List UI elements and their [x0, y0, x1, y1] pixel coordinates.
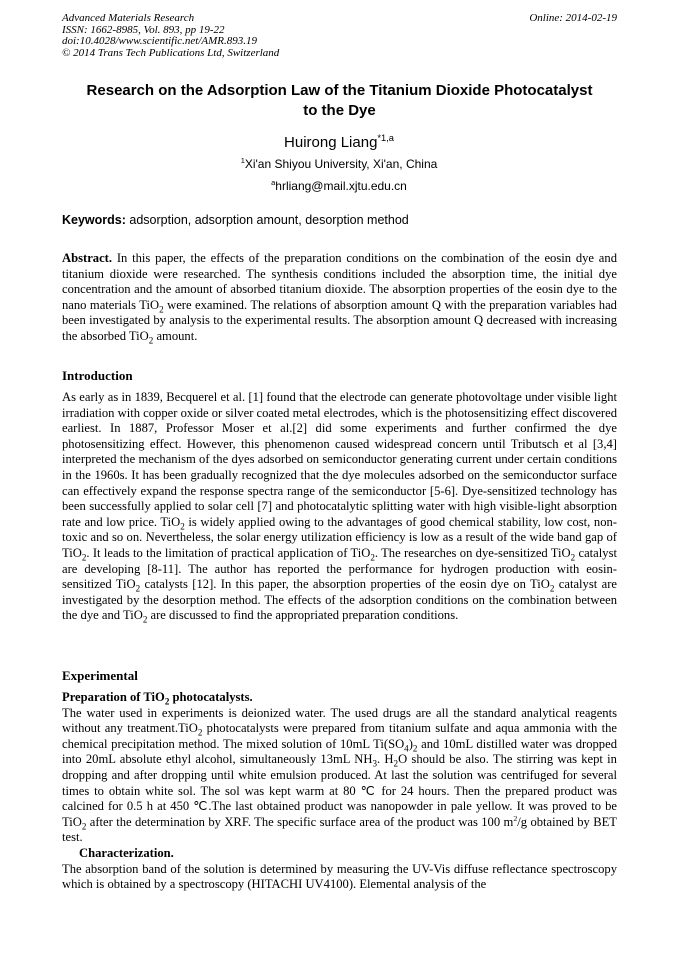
keywords-text: adsorption, adsorption amount, desorption method [129, 213, 409, 227]
superscript: 2 [513, 813, 518, 823]
subheading-characterization: Characterization. [79, 845, 174, 860]
intro-text: As early as in 1839, Becquerel et al. [1] found that the electrode can generate photovoltage under visible light irradiation with copper oxide or silver coated metal electrodes, which is the photosensitizing effect discovered earliest. In 1887, Professor Moser et al.[2] did some experiments and further confirmed the dye photosensitizing effect. However, this phenomenon caused widespread concern until Tributsch et al [3,4] interpreted the mechanism of the dyes adsorbed on semiconductor generating current under certain conditions in the 1960s. It has been gradually recognized that the dye molecules adsorbed on the semiconductor surface can effectively expand the response spectra range of the semiconductor [5-6]. Dye-sensitized technology has been successfully applied to solar cell [7] and photocatalytic splitting water with high visible-light absorption rate and low price. TiO [62, 390, 617, 529]
subheading-text: photocatalysts. [169, 690, 253, 704]
subscript: 2 [148, 335, 154, 346]
intro-text: catalyst are developing [8-11]. The author has reported the performance for hydrogen production with eosin-sensitized TiO [62, 545, 617, 592]
prep-text: /g obtained by BET test. [62, 814, 617, 845]
prep-text: after the determination by XRF. The specific surface area of the product was 100 m [86, 814, 514, 829]
subscript: 4 [404, 743, 409, 754]
prep-text: The water used in experiments is deionized water. The used drugs are all the standard analytical reagents without any treatment.TiO [62, 705, 617, 736]
email-marker: a [271, 178, 276, 187]
keywords-label: Keywords: [62, 213, 126, 227]
subscript: 2 [159, 304, 164, 315]
intro-text: is widely applied owing to the advantages of good chemical stability, low cost, non-toxic and so on. Nevertheless, the solar energy utilization efficiency is low as a result of the wide band gap of TiO [62, 514, 617, 560]
author-email [0, 179, 678, 193]
subscript: 2 [81, 552, 87, 563]
subscript: 3 [372, 758, 378, 769]
subscript: 2 [164, 696, 170, 707]
subscript: 2 [142, 614, 148, 625]
journal-header [62, 13, 617, 59]
subscript: 2 [393, 758, 399, 769]
abstract [62, 251, 617, 345]
characterization-paragraph: The absorption band of the solution is determined by measuring the UV-Vis diffuse reflectance spectroscopy which is obtained by a spectroscopy (HITACHI UV4100). Elemental analysis of the [62, 861, 617, 892]
abstract-text: amount. [153, 328, 198, 343]
journal-issn: ISSN: 1662-8985, Vol. 893, pp 19-22 [62, 23, 225, 36]
prep-text: . H [377, 752, 394, 767]
intro-text: are discussed to find the appropriated preparation conditions. [147, 608, 459, 623]
section-heading-experimental: Experimental [62, 668, 138, 683]
prep-text: O should be also. The stirring was kept in dropping and after dropping until white emulsion produced. At last the solution was centrifuged for several times to obtain white sol. The sol was kept warm at 80 ℃ for 24 hours. Then the prepared product was calcined for 0.5 h at 450 ℃.The last obtained product was nanopowder in pale yellow. It was proved to be TiO [62, 752, 617, 829]
journal-copyright: © 2014 Trans Tech Publications Ltd, Switzerland [62, 46, 280, 59]
experimental-section [62, 690, 617, 893]
preparation-paragraph [62, 706, 617, 846]
subscript: 2 [180, 521, 185, 532]
affiliation-text: Xi'an Shiyou University, Xi'an, China [244, 157, 438, 171]
online-date: Online: 2014-02-19 [529, 12, 617, 24]
email-text: hrliang@mail.xjtu.edu.cn [275, 179, 407, 193]
abstract-text: In this paper, the effects of the preparation conditions on the combination of the eosin dye and titanium dioxide were researched. The synthesis conditions included the absorption time, the initial dye concentration and the amount of absorbed titanium dioxide. The absorption properties of the eosin dye to the nano materials TiO [62, 251, 617, 312]
prep-text: ) [408, 736, 413, 751]
affiliation [0, 157, 678, 171]
journal-name: Advanced Materials Research [62, 12, 195, 24]
subscript: 2 [370, 552, 375, 563]
intro-text: . The researches on dye-sensitized TiO [374, 545, 571, 560]
keywords [62, 213, 617, 227]
author-marker: *1,a [377, 133, 394, 143]
subscript: 2 [412, 743, 418, 754]
intro-text: . It leads to the limitation of practical application of TiO [86, 545, 371, 560]
affiliation-marker: 1 [240, 156, 245, 165]
abstract-label: Abstract. [62, 251, 113, 265]
paper-title [62, 81, 617, 121]
prep-text: photocatalysts were prepared from titanium sulfate and aqua ammonia with the chemical precipitation method. The mixed solution of 10mL Ti(SO [62, 721, 617, 751]
title-line-1: Research on the Adsorption Law of the Titanium Dioxide Photocatalyst [86, 82, 593, 99]
title-line-2: to the Dye [303, 102, 376, 119]
intro-text: catalyst are investigated by the desorption method. The effects of the adsorption conditions on the combination between the dye and TiO [62, 577, 617, 623]
subscript: 2 [549, 583, 555, 594]
journal-doi: doi:10.4028/www.scientific.net/AMR.893.19 [62, 35, 258, 47]
abstract-text: were examined. The relations of absorption amount Q with the preparation variables had been investigated by analysis to the experimental results. The absorption amount Q decreased with increasing the absorbed TiO [62, 297, 617, 343]
prep-text: and 10mL distilled water was dropped into 20mL absolute ethyl alcohol, simultaneously 13mL NH [62, 736, 617, 767]
subscript: 2 [570, 552, 576, 563]
author-name-text: Huirong Liang [284, 134, 378, 151]
introduction-paragraph [62, 390, 617, 624]
subscript: 2 [81, 821, 87, 832]
intro-text: catalysts [12]. In this paper, the absorption properties of the eosin dye on TiO [140, 577, 550, 592]
subheading-preparation [62, 690, 617, 706]
subscript: 2 [135, 583, 141, 594]
subscript: 2 [197, 727, 203, 738]
subheading-text: Preparation of TiO [62, 690, 165, 704]
section-heading-introduction: Introduction [62, 368, 133, 383]
author-name [0, 134, 678, 151]
